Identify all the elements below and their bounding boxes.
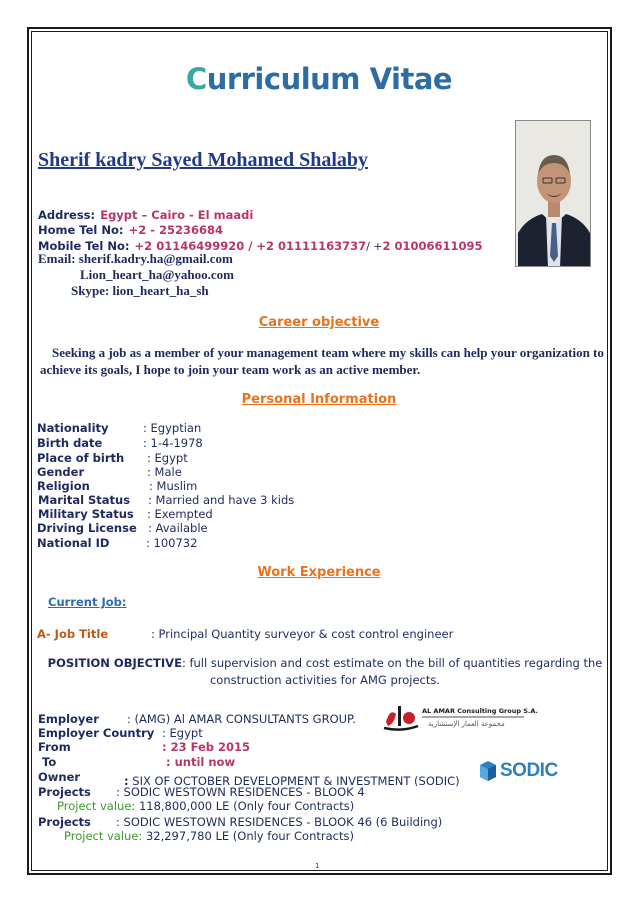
to-label: To bbox=[42, 755, 57, 769]
project-2-pv-label: Project value: bbox=[64, 829, 143, 843]
skype-line: Skype: lion_heart_ha_sh bbox=[71, 283, 209, 298]
pi-value-religion: : Muslim bbox=[149, 479, 198, 493]
pi-label-nationality: Nationality bbox=[37, 421, 109, 435]
pi-label-national-id: National ID bbox=[37, 536, 110, 550]
pi-label-military-status: Military Status bbox=[38, 507, 134, 521]
project-2-label: Projects bbox=[38, 815, 91, 829]
pi-value-military-status: : Exempted bbox=[147, 507, 213, 521]
mobile-tel-label: Mobile Tel No: bbox=[38, 239, 130, 253]
email2-line: Lion_heart_ha@yahoo.com bbox=[80, 267, 235, 282]
to-value: : until now bbox=[166, 755, 236, 769]
document-title bbox=[0, 62, 638, 96]
candidate-name: Sherif kadry Sayed Mohamed Shalaby bbox=[38, 149, 369, 171]
pi-value-driving-license: : Available bbox=[148, 521, 208, 535]
owner-value: SIX OF OCTOBER DEVELOPMENT & INVESTMENT (SODIC) bbox=[128, 774, 460, 788]
pi-value-place-of-birth: : Egypt bbox=[147, 451, 188, 465]
pi-label-place-of-birth: Place of birth bbox=[37, 451, 125, 465]
pi-label-religion: Religion bbox=[37, 479, 90, 493]
from-value: : 23 Feb 2015 bbox=[162, 740, 251, 754]
address-value: Egypt – Cairo - El maadi bbox=[100, 208, 254, 222]
mobile-tel-value-b: 2 01006611095 bbox=[382, 239, 483, 253]
pi-value-birth-date: : 1-4-1978 bbox=[143, 436, 203, 450]
home-tel-value: +2 - 25236684 bbox=[128, 223, 224, 237]
employer-country-value: : Egypt bbox=[162, 726, 203, 740]
employer-label: Employer bbox=[38, 712, 99, 726]
from-label: From bbox=[38, 740, 71, 754]
project-1-value-row bbox=[57, 799, 354, 813]
owner-separator: : bbox=[124, 774, 129, 788]
career-objective-heading: Career objective bbox=[258, 315, 380, 330]
al-amar-logo bbox=[382, 700, 539, 738]
al-amar-logo-arabic: مجموعة العمار الإستشارية bbox=[428, 720, 505, 728]
project-2-pv-value: 32,297,780 LE (Only four Contracts) bbox=[142, 829, 354, 843]
pi-value-marital-status: : Married and have 3 kids bbox=[148, 493, 295, 507]
mobile-tel-separator: / + bbox=[366, 240, 383, 253]
pi-label-marital-status: Marital Status bbox=[38, 493, 131, 507]
position-objective-label: POSITION OBJECTIVE bbox=[47, 656, 182, 670]
page-number: 1 bbox=[315, 862, 320, 870]
sodic-logo-text: SODIC bbox=[500, 760, 558, 781]
owner-label: Owner bbox=[38, 770, 81, 784]
project-2-value: : SODIC WESTOWN RESIDENCES - BLOOK 46 (6 Building) bbox=[116, 815, 443, 829]
project-2-value-row bbox=[64, 829, 354, 843]
career-objective-body: Seeking a job as a member of your management team where my skills can help your organization to achieve its goals, I hope to join your team work as an active member. bbox=[40, 345, 604, 377]
al-amar-logo-text: AL AMAR Consulting Group S.A. bbox=[422, 707, 539, 715]
employer-country-label: Employer Country bbox=[38, 726, 155, 740]
current-job-heading: Current Job: bbox=[48, 595, 127, 609]
home-tel-label: Home Tel No: bbox=[38, 223, 124, 237]
address-label: Address: bbox=[38, 208, 96, 222]
position-objective-text: : full supervision and cost estimate on the bill of quantities regarding the construction activities for AMG projects. bbox=[181, 656, 603, 687]
email-line: Email: sherif.kadry.ha@gmail.com bbox=[38, 251, 233, 266]
title-rest: urriculum Vitae bbox=[206, 62, 453, 96]
project-1-pv-value: 118,800,000 LE (Only four Contracts) bbox=[135, 799, 355, 813]
title-first-letter: C bbox=[185, 62, 207, 96]
portrait-image bbox=[516, 121, 591, 267]
pi-label-gender: Gender bbox=[37, 465, 85, 479]
pi-value-gender: : Male bbox=[147, 465, 182, 479]
job-title-value: : Principal Quantity surveyor & cost control engineer bbox=[151, 627, 454, 641]
project-1-value: : SODIC WESTOWN RESIDENCES - BLOOK 4 bbox=[116, 785, 365, 799]
pi-label-birth-date: Birth date bbox=[37, 436, 103, 450]
position-objective bbox=[40, 655, 610, 689]
al-amar-logo-mark bbox=[382, 700, 527, 734]
pi-label-driving-license: Driving License bbox=[37, 521, 137, 535]
employer-value: : (AMG) Al AMAR CONSULTANTS GROUP. bbox=[127, 712, 356, 726]
mobile-tel-value-a: +2 01146499920 / +2 01111163737 bbox=[134, 239, 367, 253]
project-1-label: Projects bbox=[38, 785, 91, 799]
job-title-label: A- Job Title bbox=[37, 627, 109, 641]
personal-info-heading: Personal Information bbox=[241, 392, 397, 407]
profile-photo bbox=[515, 120, 591, 267]
pi-value-national-id: : 100732 bbox=[146, 536, 198, 550]
project-1-pv-label: Project value: bbox=[57, 799, 136, 813]
sodic-logo bbox=[478, 760, 564, 786]
career-objective-text bbox=[40, 344, 610, 378]
pi-value-nationality: : Egyptian bbox=[143, 421, 202, 435]
work-experience-heading: Work Experience bbox=[257, 565, 381, 580]
